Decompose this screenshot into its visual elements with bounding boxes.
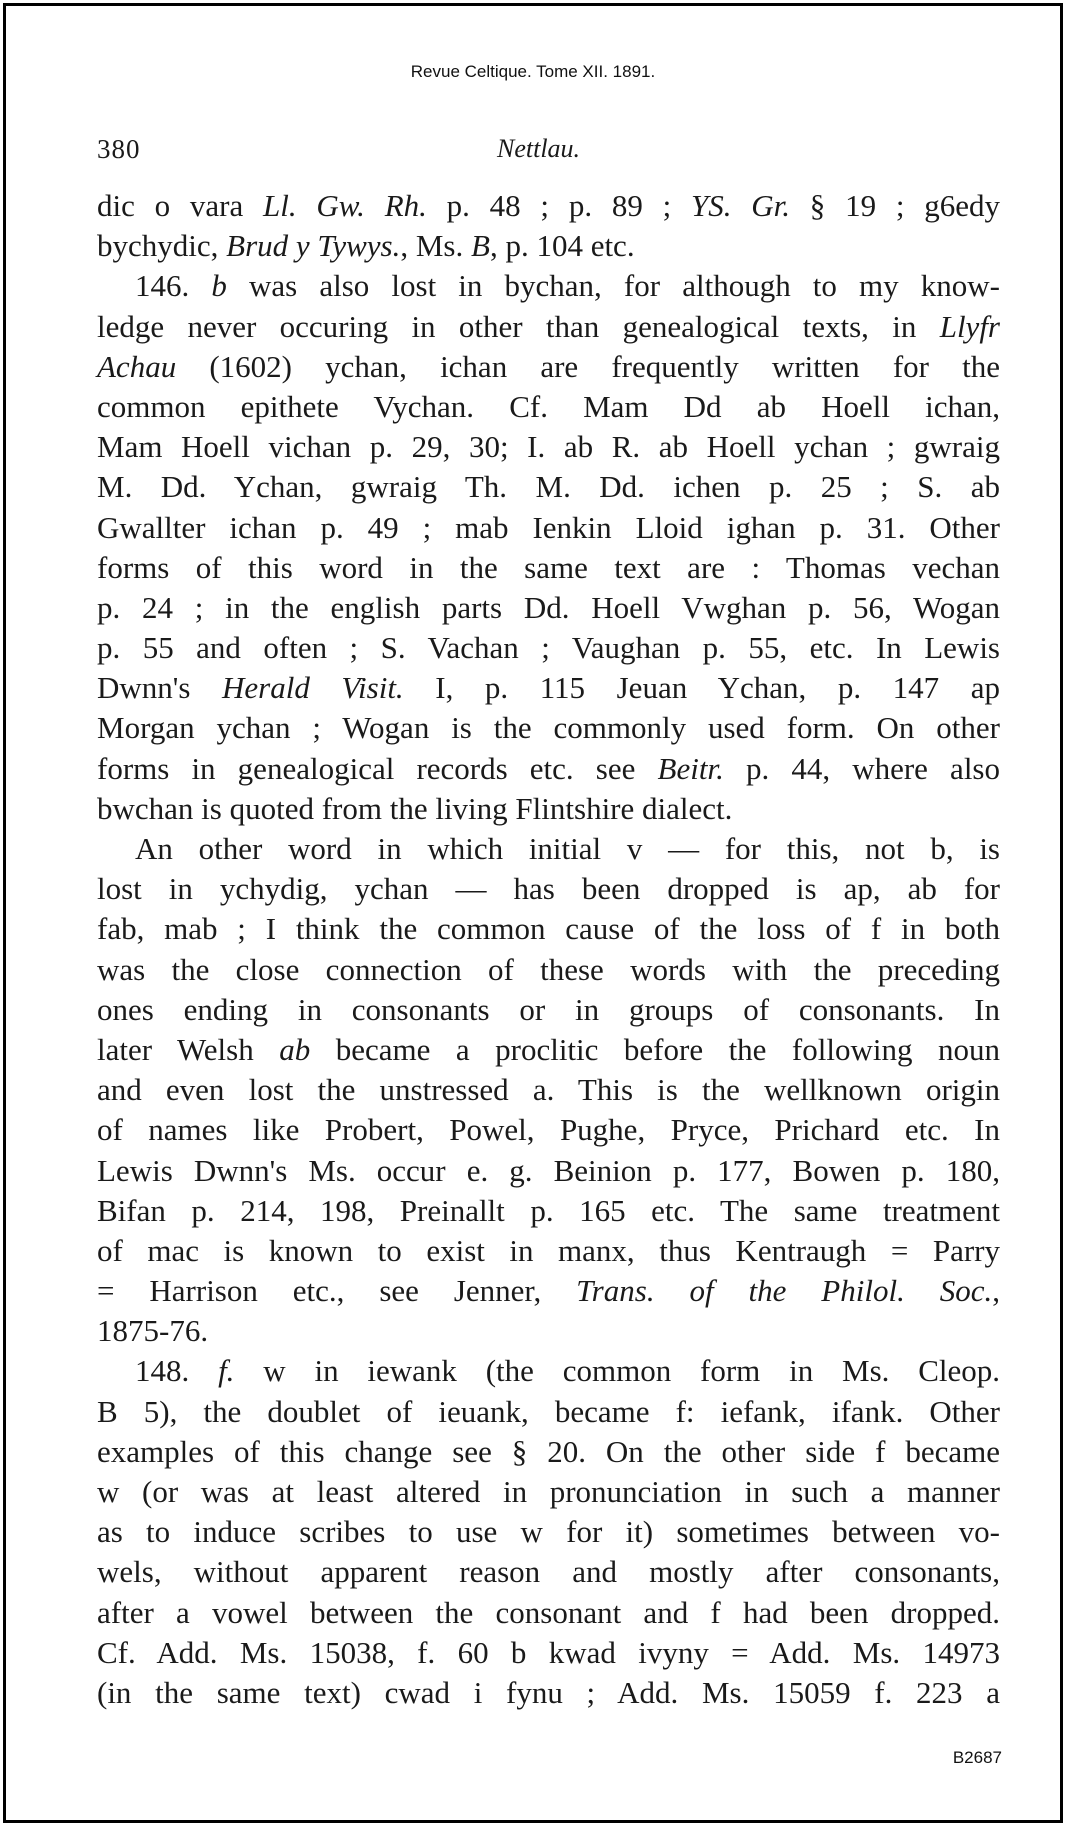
text-line	[97, 1593, 1000, 1633]
document-id-stamp: B2687	[952, 1748, 1002, 1767]
text-line	[97, 789, 1000, 829]
text-line	[97, 1231, 1000, 1271]
text-line	[97, 1070, 1000, 1110]
text-line	[97, 1151, 1000, 1191]
text-run: , Ms.	[400, 228, 471, 264]
running-head	[97, 134, 997, 168]
text-run: Gwallter ichan p. 49 ; mab Ienkin Lloid ighan p. 31. Other	[97, 509, 1000, 545]
text-run: forms of this word in the same text are : Thomas vechan	[97, 549, 1000, 585]
text-run: ones ending in consonants or in groups of consonants. In	[97, 991, 1000, 1027]
italic-text: Beitr.	[657, 750, 724, 786]
text-run: 146.	[135, 268, 212, 304]
text-line	[97, 1432, 1000, 1472]
text-run: B 5), the doublet of ieuank, became f: iefank, ifank. Other	[97, 1393, 1000, 1429]
text-line	[97, 909, 1000, 949]
text-run: Dwnn's	[97, 670, 222, 706]
text-run: p. 44, where also	[723, 750, 1000, 786]
page-number: 380	[97, 134, 141, 164]
text-line	[97, 1030, 1000, 1070]
text-line	[97, 829, 1000, 869]
text-run: of mac is known to exist in manx, thus Kentraugh = Parry	[97, 1232, 1000, 1268]
italic-text: Ll. Gw. Rh.	[263, 188, 427, 223]
italic-text: Llyfr	[939, 308, 1000, 344]
text-run: p. 48 ; p. 89 ;	[426, 188, 691, 223]
text-run: 148.	[135, 1353, 219, 1389]
text-run: of names like Probert, Powel, Pughe, Pryce, Prichard etc. In	[97, 1112, 1000, 1148]
italic-text: f.	[218, 1353, 235, 1389]
text-run: and even lost the unstressed a. This is the wellknown origin	[97, 1072, 1000, 1108]
text-run: ,	[992, 1273, 1000, 1309]
italic-text: Achau	[97, 348, 177, 384]
text-line	[97, 307, 1000, 347]
text-line	[97, 1472, 1000, 1512]
text-line	[97, 990, 1000, 1030]
text-run: Bifan p. 214, 198, Preinallt p. 165 etc. The same treatment	[97, 1192, 1000, 1228]
text-run: (1602) ychan, ichan are frequently written for the	[176, 348, 1000, 384]
italic-text: Herald Visit.	[222, 670, 404, 706]
text-line	[97, 708, 1000, 748]
text-line	[97, 749, 1000, 789]
text-run: as to induce scribes to use w for it) sometimes between vo-	[97, 1514, 1000, 1550]
text-line	[97, 467, 1000, 507]
text-run: , p. 104 etc.	[489, 228, 635, 264]
text-line	[97, 508, 1000, 548]
text-run: Cf. Add. Ms. 15038, f. 60 b kwad ivyny = Add. Ms. 14973	[97, 1634, 1000, 1670]
text-run: p. 24 ; in the english parts Dd. Hoell Vwghan p. 56, Wogan	[97, 589, 1000, 625]
text-line	[97, 1512, 1000, 1552]
text-run: M. Dd. Ychan, gwraig Th. M. Dd. ichen p. 25 ; S. ab	[97, 469, 1000, 505]
text-line	[97, 1191, 1000, 1231]
text-run: ledge never occuring in other than genealogical texts, in	[97, 308, 940, 344]
italic-text: b	[211, 268, 227, 304]
text-line	[97, 266, 1000, 306]
text-line	[97, 1552, 1000, 1592]
text-line	[97, 387, 1000, 427]
text-line	[97, 427, 1000, 467]
text-run: wels, without apparent reason and mostly after consonants,	[97, 1554, 1000, 1590]
text-run: = Harrison etc., see Jenner,	[97, 1273, 577, 1309]
text-run: p. 55 and often ; S. Vachan ; Vaughan p. 55, etc. In Lewis	[97, 630, 1000, 666]
text-run: bwchan is quoted from the living Flintshire dialect.	[97, 790, 733, 826]
text-run: w (or was at least altered in pronunciation in such a manner	[97, 1474, 1000, 1509]
text-line	[97, 1392, 1000, 1432]
text-run: I, p. 115 Jeuan Ychan, p. 147 ap	[403, 670, 1000, 706]
text-line	[97, 628, 1000, 668]
text-run: later Welsh	[97, 1031, 280, 1067]
text-line	[97, 548, 1000, 588]
text-run: became a proclitic before the following noun	[310, 1031, 1000, 1067]
text-run: forms in genealogical records etc. see	[97, 750, 658, 786]
text-run: was the close connection of these words with the preceding	[97, 951, 1000, 987]
text-run: § 19 ; g6edy	[790, 188, 1000, 223]
text-line	[97, 1351, 1000, 1391]
text-run: bychydic,	[97, 228, 227, 264]
text-line	[97, 950, 1000, 990]
text-run: common epithete Vychan. Cf. Mam Dd ab Hoell ichan,	[97, 388, 1000, 424]
text-run: (in the same text) cwad i fynu ; Add. Ms. 15059 f. 223 a	[97, 1674, 1000, 1710]
text-run: 1875-76.	[97, 1313, 209, 1349]
text-line	[97, 1673, 1000, 1713]
italic-text: YS. Gr.	[691, 188, 791, 223]
running-title: Nettlau.	[497, 134, 581, 163]
italic-text: Brud y Tywys.	[226, 228, 401, 264]
text-run: fab, mab ; I think the common cause of the loss of f in both	[97, 911, 1000, 947]
italic-text: B	[471, 228, 490, 264]
text-run: lost in ychydig, ychan — has been dropped is ap, ab for	[97, 871, 1000, 907]
text-line	[97, 1110, 1000, 1150]
text-run: w in iewank (the common form in Ms. Cleop.	[234, 1353, 1000, 1389]
text-run: Mam Hoell vichan p. 29, 30; I. ab R. ab Hoell ychan ; gwraig	[97, 429, 1000, 465]
text-run: after a vowel between the consonant and f had been dropped.	[97, 1594, 1000, 1630]
body-text	[97, 186, 1000, 1713]
text-line	[97, 1311, 1000, 1351]
text-line	[97, 668, 1000, 708]
text-line	[97, 347, 1000, 387]
text-run: Morgan ychan ; Wogan is the commonly used form. On other	[97, 710, 1000, 746]
text-run: An other word in which initial v — for this, not b, is	[135, 831, 1000, 866]
text-run: Lewis Dwnn's Ms. occur e. g. Beinion p. 177, Bowen p. 180,	[97, 1152, 1000, 1188]
text-run: dic o vara	[97, 188, 264, 223]
text-run: examples of this change see § 20. On the other side f became	[97, 1433, 1000, 1469]
source-citation: Revue Celtique. Tome XII. 1891.	[410, 62, 656, 81]
italic-text: Trans. of the Philol. Soc.	[576, 1273, 993, 1309]
text-run: was also lost in bychan, for although to my know-	[226, 268, 1000, 304]
text-line	[97, 226, 1000, 266]
text-line	[97, 1633, 1000, 1673]
text-line	[97, 186, 1000, 226]
text-line	[97, 869, 1000, 909]
text-line	[97, 1271, 1000, 1311]
italic-text: ab	[279, 1031, 311, 1067]
text-line	[97, 588, 1000, 628]
